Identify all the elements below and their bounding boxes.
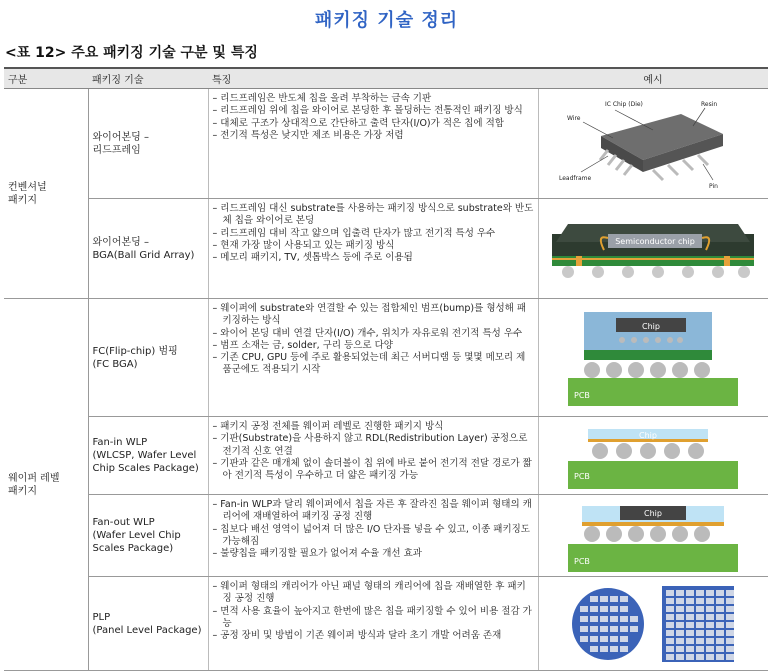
panel-chip [726, 654, 734, 660]
panel-chip [696, 590, 704, 596]
wafer-chip [610, 606, 618, 612]
feature-item: – 전기적 특성은 낮지만 제조 비용은 가장 저렴 [213, 130, 534, 142]
label-die: IC Chip (Die) [605, 100, 644, 108]
feature-cell [208, 299, 538, 417]
panel-chip [686, 598, 694, 604]
feature-item: – 기존 CPU, GPU 등에 주로 활용되었는데 최근 서버디램 등 몇몇 메모리 제품군에도 적용되기 시작 [213, 352, 534, 377]
panel-chip [716, 646, 724, 652]
table-caption: <표 12> 주요 패키징 기술 구분 및 특징 [5, 45, 258, 61]
panel-chip [726, 598, 734, 604]
panel-chip [666, 630, 674, 636]
header-example: 예시 [538, 68, 768, 89]
panel-chip [666, 622, 674, 628]
panel-chip [686, 622, 694, 628]
panel-chip [716, 606, 724, 612]
feature-item: – 패키지 공정 전체를 웨이퍼 레벨로 진행한 패키지 방식 [213, 421, 534, 433]
example-cell [538, 89, 768, 199]
feature-item: – 리드프레임 대신 substrate를 사용하는 패키징 방식으로 substrate와 반도체 칩을 와이어로 본딩 [213, 203, 534, 228]
category-conventional: 컨벤셔널 패키지 [4, 89, 88, 299]
panel-chip [706, 646, 714, 652]
panel-chip [676, 646, 684, 652]
wafer-chip [590, 626, 598, 632]
panel-chip [666, 614, 674, 620]
wafer-chip [580, 636, 588, 642]
wafer-chip [620, 616, 628, 622]
feature-item: – 기판(Substrate)을 사용하지 않고 RDL(Redistribution Layer) 공정으로 전기적 신호 연결 [213, 433, 534, 458]
panel-chip [666, 590, 674, 596]
feature-item: – 메모리 패키지, TV, 셋톱박스 등에 주로 이용됨 [213, 252, 534, 264]
header-tech: 패키징 기술 [88, 68, 208, 89]
panel-chip [706, 598, 714, 604]
label-pcb: PCB [574, 471, 591, 481]
panel-chip [716, 638, 724, 644]
feature-item: – 범프 소재는 금, solder, 구리 등으로 다양 [213, 340, 534, 352]
panel-chip [726, 638, 734, 644]
panel-chip [676, 614, 684, 620]
label-leadframe: Leadframe [559, 174, 592, 182]
wafer-chip [610, 596, 618, 602]
table-header-row [4, 68, 768, 89]
page-title: 패키징 기술 정리 [314, 10, 459, 31]
tech-name: 와이어본딩 – BGA(Ball Grid Array) [88, 199, 208, 299]
panel-chip [706, 630, 714, 636]
panel-chip [716, 654, 724, 660]
label-pin: Pin [709, 182, 719, 190]
fanout-wlp-diagram [568, 500, 738, 572]
panel-chip [676, 590, 684, 596]
panel-chip [666, 654, 674, 660]
example-cell [538, 299, 768, 417]
table-row [4, 417, 768, 495]
wafer-chip [600, 626, 608, 632]
panel-chip [706, 638, 714, 644]
label-pcb: PCB [574, 556, 591, 566]
tech-name: Fan-out WLP (Wafer Level Chip Scales Package) [88, 495, 208, 577]
table-row [4, 89, 768, 199]
wafer-chip [590, 596, 598, 602]
wafer-chip [610, 616, 618, 622]
tech-name: Fan-in WLP (WLCSP, Wafer Level Chip Scales Package) [88, 417, 208, 495]
feature-cell [208, 495, 538, 577]
feature-item: – 현재 가장 많이 사용되고 있는 패키징 방식 [213, 240, 534, 252]
header-category: 구분 [4, 68, 88, 89]
wafer-chip [600, 646, 608, 652]
wafer-chip [590, 616, 598, 622]
wafer-chip [620, 636, 628, 642]
wafer-chip [600, 606, 608, 612]
panel-chip [716, 630, 724, 636]
panel-chip [666, 598, 674, 604]
panel-chip [676, 654, 684, 660]
panel-chip [686, 630, 694, 636]
panel-chip [676, 630, 684, 636]
panel-chip [726, 590, 734, 596]
feature-cell [208, 417, 538, 495]
panel-chip [696, 614, 704, 620]
example-cell [538, 199, 768, 299]
example-cell [538, 417, 768, 495]
panel-chip [676, 622, 684, 628]
wafer-chip [620, 596, 628, 602]
panel-chip [706, 654, 714, 660]
leadframe-package-diagram [553, 94, 753, 194]
feature-item: – 칩보다 배선 영역이 넓어져 더 많은 I/O 단자를 넣을 수 있고, 이종 패키징도 가능해짐 [213, 524, 534, 549]
table-row [4, 577, 768, 671]
wafer-chip [610, 636, 618, 642]
panel-chip [676, 606, 684, 612]
panel-chip [706, 606, 714, 612]
panel-chip [676, 638, 684, 644]
wafer-chip [580, 616, 588, 622]
flipchip-diagram [568, 310, 738, 406]
panel-chip [676, 598, 684, 604]
panel-chip [686, 638, 694, 644]
feature-item: – 웨이퍼에 substrate와 연결할 수 있는 접합체인 범프(bump)를 형성해 패키징하는 방식 [213, 303, 534, 328]
panel-chip [686, 646, 694, 652]
category-wafer: 웨이퍼 레벨 패키지 [4, 299, 88, 671]
panel-chip [706, 590, 714, 596]
table-row [4, 199, 768, 299]
panel-chip [666, 646, 674, 652]
label-chip: Chip [642, 321, 661, 331]
table-row [4, 495, 768, 577]
plp-diagram [568, 582, 738, 666]
wafer-chip [600, 636, 608, 642]
label-wire: Wire [567, 114, 581, 122]
wafer-chip [600, 616, 608, 622]
wafer-chip [580, 626, 588, 632]
wafer-chip [620, 626, 628, 632]
feature-cell [208, 89, 538, 199]
wafer-chip [620, 606, 628, 612]
panel-chip [696, 630, 704, 636]
panel-chip [726, 646, 734, 652]
panel-chip [696, 606, 704, 612]
label-pcb: PCB [574, 390, 591, 400]
wafer-chip [600, 596, 608, 602]
tech-name: FC(Flip-chip) 범핑 (FC BGA) [88, 299, 208, 417]
panel-chip [716, 614, 724, 620]
wafer-chip [590, 646, 598, 652]
label-chip: Semiconductor chip [615, 236, 696, 246]
panel-chip [686, 654, 694, 660]
panel-chip [696, 654, 704, 660]
panel-chip [726, 622, 734, 628]
feature-item: – 면적 사용 효율이 높아지고 한번에 많은 칩을 패키징할 수 있어 비용 절감 가능 [213, 606, 534, 631]
panel-chip [666, 606, 674, 612]
tech-name: PLP (Panel Level Package) [88, 577, 208, 671]
example-cell [538, 577, 768, 671]
wafer-chip [610, 646, 618, 652]
label-chip: Chip [644, 508, 663, 518]
panel-chip [716, 598, 724, 604]
panel-chip [696, 638, 704, 644]
feature-item: – 리드프레임은 반도체 칩을 올려 부착하는 금속 기판 [213, 93, 534, 105]
fanin-wlp-diagram [568, 423, 738, 489]
wafer-chip [610, 626, 618, 632]
feature-item: – 리드프레임 대비 작고 얇으며 입출력 단자가 많고 전기적 특성 우수 [213, 228, 534, 240]
label-chip: Chip [639, 430, 658, 440]
feature-item: – 웨이퍼 형태의 캐리어가 아닌 패널 형태의 캐리어에 칩을 재배열한 후 패키징 공정 진행 [213, 581, 534, 606]
feature-item: – 기판과 같은 매개체 없이 솔더볼이 칩 위에 바로 붙어 전기적 전달 경로가 짧아 전기적 특성이 우수하고 더 얇은 패키징 가능 [213, 458, 534, 483]
feature-item: – Fan-in WLP과 달리 웨이퍼에서 칩을 자른 후 잘라진 칩을 웨이퍼 형태의 캐리어에 재배열하여 패키징 공정 진행 [213, 499, 534, 524]
panel-chip [696, 598, 704, 604]
label-resin: Resin [701, 100, 718, 108]
panel-chip [726, 606, 734, 612]
wafer-chip [630, 616, 638, 622]
tech-name: 와이어본딩 – 리드프레임 [88, 89, 208, 199]
panel-chip [706, 614, 714, 620]
wafer-chip [620, 646, 628, 652]
feature-item: – 공정 장비 및 방법이 기존 웨이퍼 방식과 달라 초기 개발 어려움 존재 [213, 630, 534, 642]
wafer-chip [580, 606, 588, 612]
panel-chip [666, 638, 674, 644]
panel-chip [696, 646, 704, 652]
feature-cell [208, 199, 538, 299]
panel-chip [696, 622, 704, 628]
panel-chip [726, 630, 734, 636]
panel-chip [726, 614, 734, 620]
wafer-chip [630, 626, 638, 632]
panel-chip [706, 622, 714, 628]
example-cell [538, 495, 768, 577]
bga-package-diagram [546, 212, 760, 286]
feature-item: – 와이어 본딩 대비 연결 단자(I/O) 개수, 위치가 자유로워 전기적 특성 우수 [213, 328, 534, 340]
feature-item: – 불량칩을 패키징할 필요가 없어져 수율 개선 효과 [213, 548, 534, 560]
panel-chip [686, 614, 694, 620]
wafer-chip [590, 606, 598, 612]
feature-item: – 대체로 구조가 상대적으로 간단하고 출력 단자(I/O)가 적은 칩에 적합 [213, 118, 534, 130]
header-features: 특징 [208, 68, 538, 89]
feature-cell [208, 577, 538, 671]
packaging-table [4, 67, 768, 671]
panel-chip [716, 622, 724, 628]
table-row [4, 299, 768, 417]
feature-item: – 리드프레임 위에 칩을 와이어로 본딩한 후 몰딩하는 전통적인 패키징 방식 [213, 105, 534, 117]
panel-chip [716, 590, 724, 596]
panel-chip [686, 606, 694, 612]
panel-chip [686, 590, 694, 596]
wafer-chip [590, 636, 598, 642]
